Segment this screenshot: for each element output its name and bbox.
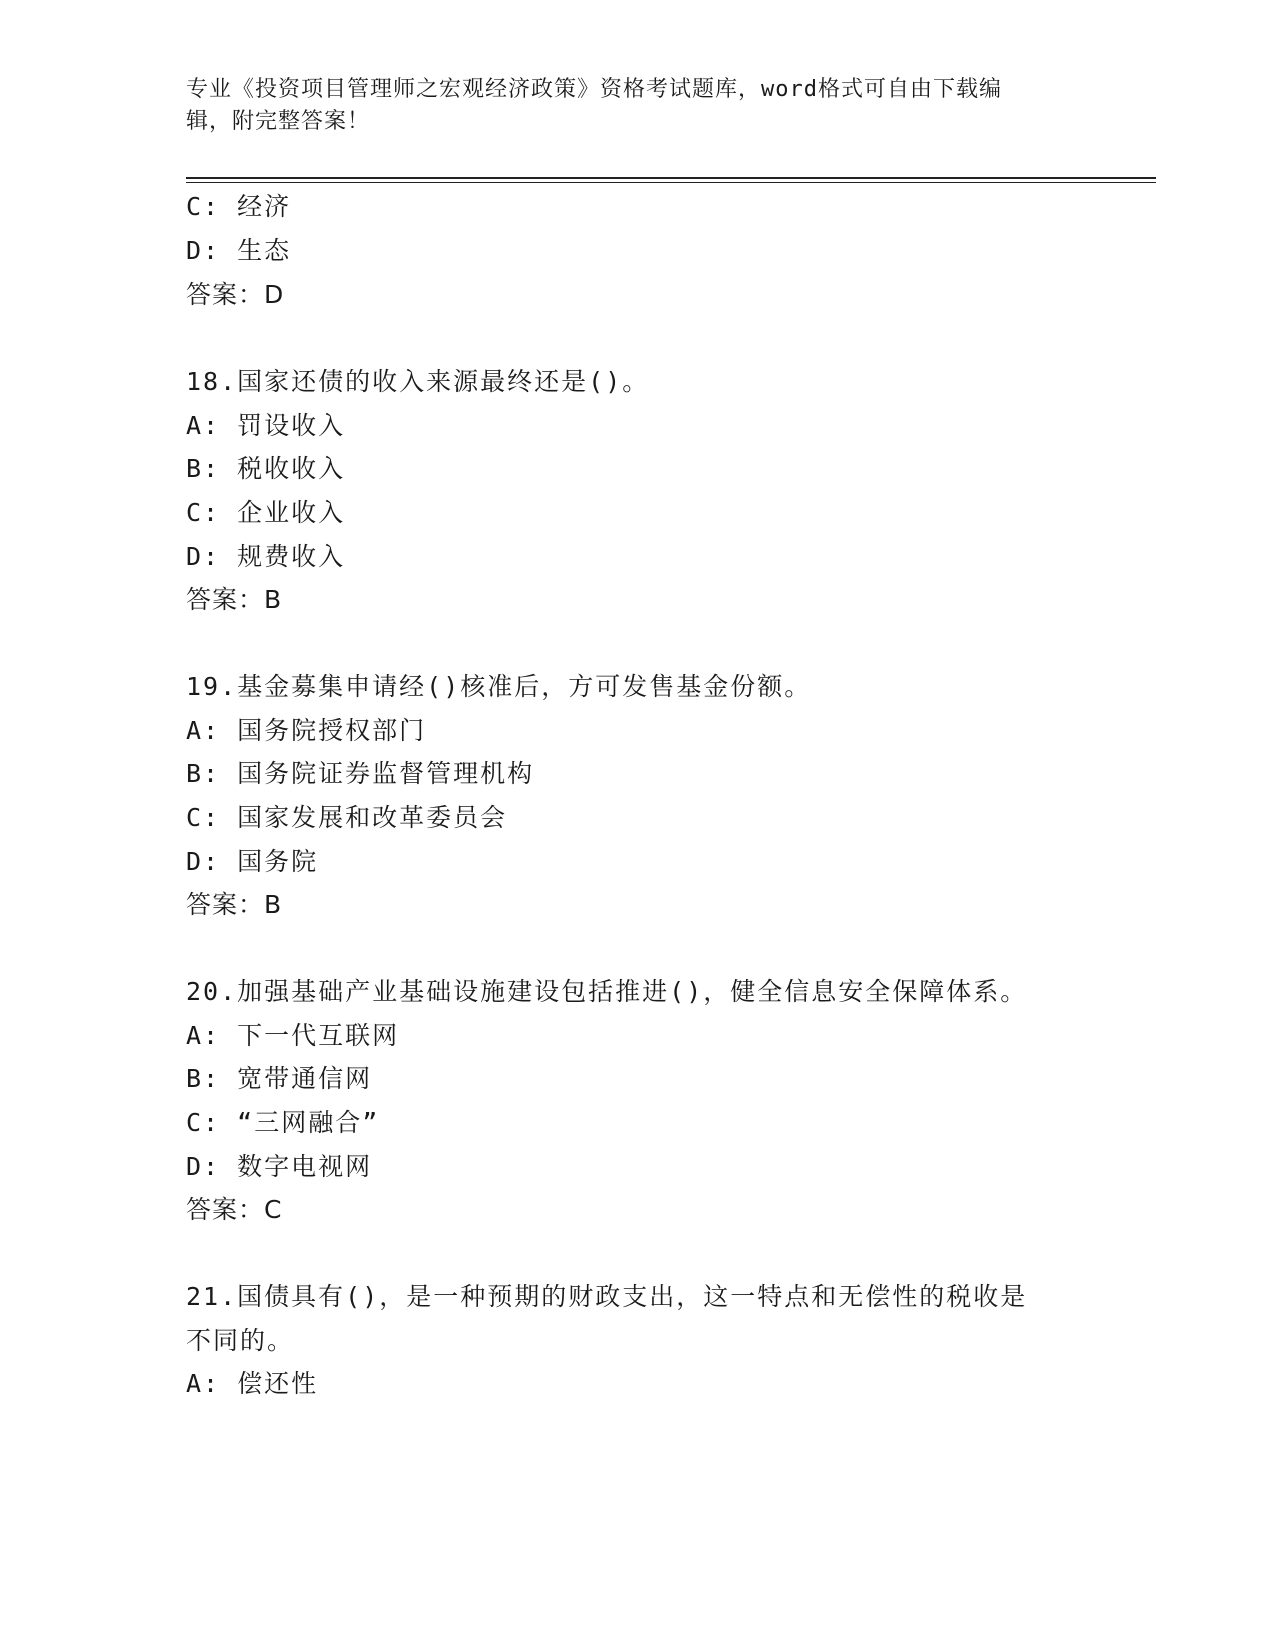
header-line-2: 辑，附完整答案！ — [186, 109, 371, 134]
answer-line: 答案：B — [186, 585, 283, 614]
option-line: D: 规费收入 — [186, 542, 346, 571]
option-line: A: 罚设收入 — [186, 411, 346, 440]
document-header — [186, 74, 1076, 138]
question-stem: 18.国家还债的收入来源最终还是()。 — [186, 367, 650, 396]
answer-line: 答案：D — [186, 280, 285, 309]
option-line: A: 国务院授权部门 — [186, 716, 427, 745]
option-line: C: 经济 — [186, 192, 292, 221]
answer-line: 答案：B — [186, 890, 283, 919]
option-line: D: 生态 — [186, 236, 292, 265]
option-line: A: 下一代互联网 — [186, 1021, 400, 1050]
answer-line: 答案：C — [186, 1195, 283, 1224]
question-stem: 20.加强基础产业基础设施建设包括推进()，健全信息安全保障体系。 — [186, 977, 1028, 1006]
question-stem: 21.国债具有()，是一种预期的财政支出，这一特点和无偿性的税收是 — [186, 1282, 1028, 1311]
option-line: C: 企业收入 — [186, 498, 346, 527]
question-stem: 19.基金募集申请经()核准后，方可发售基金份额。 — [186, 672, 812, 701]
option-line: B: 税收收入 — [186, 454, 346, 483]
option-line: B: 宽带通信网 — [186, 1064, 373, 1093]
option-line: D: 数字电视网 — [186, 1152, 373, 1181]
header-line-1: 专业《投资项目管理师之宏观经济政策》资格考试题库，word格式可自由下载编 — [186, 77, 1002, 102]
option-line: B: 国务院证券监督管理机构 — [186, 759, 535, 788]
option-line: D: 国务院 — [186, 847, 319, 876]
question-stem-continued: 不同的。 — [186, 1326, 295, 1355]
header-rule-thick — [186, 177, 1156, 179]
option-line: A: 偿还性 — [186, 1369, 319, 1398]
option-line: C: 国家发展和改革委员会 — [186, 803, 508, 832]
header-rule-thin — [186, 182, 1156, 183]
option-line: C: “三网融合” — [186, 1108, 380, 1137]
